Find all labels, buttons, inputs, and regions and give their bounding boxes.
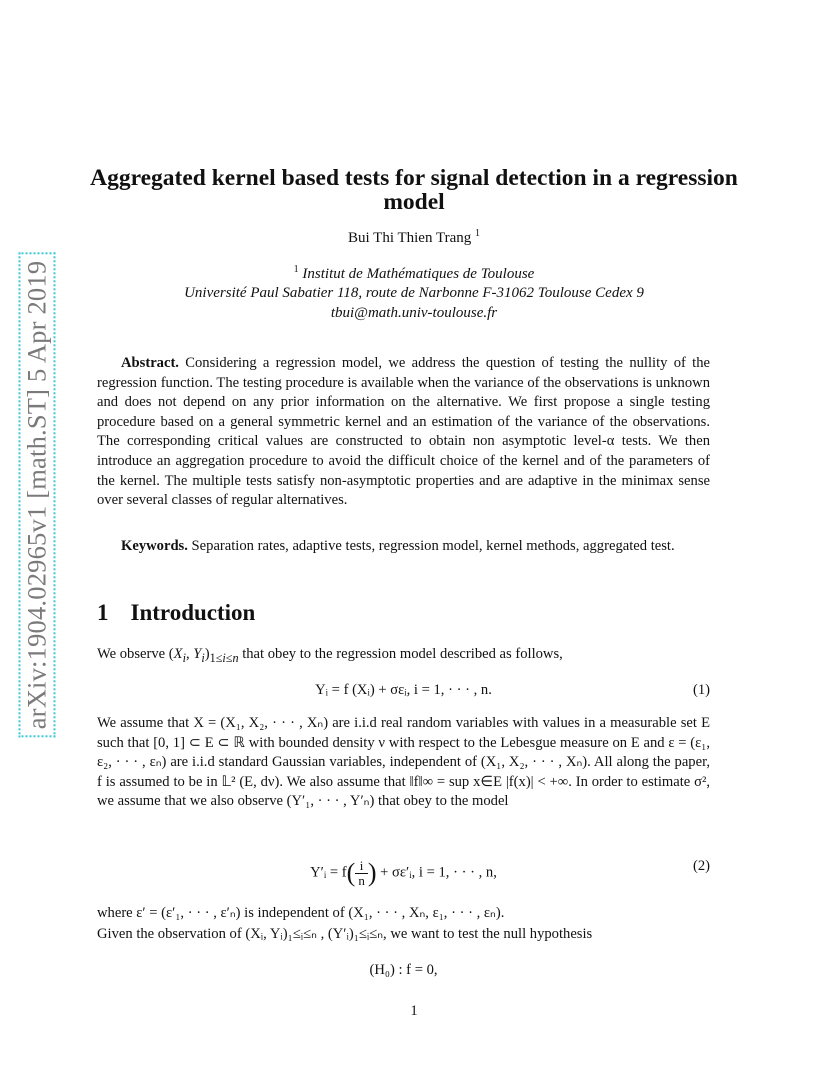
affiliation-email[interactable]: tbui@math.univ-toulouse.fr	[330, 305, 498, 321]
equation-2-rhs: + σε′ᵢ, i = 1, · · · , n,	[380, 864, 497, 881]
arxiv-stamp[interactable]: arXiv:1904.02965v1 [math.ST] 5 Apr 2019	[19, 253, 56, 738]
equation-2-numerator: i	[355, 859, 368, 874]
abstract	[97, 354, 710, 511]
abstract-text: Considering a regression model, we address the question of testing the nullity of the regression function. The testing procedure is available when the variance of the observations is unknown and does not depend on any prior information on the alternative. We first propose a single testing procedure based on a general symmetric kernel and an estimation of the variance of the observations. The corresponding critical values are constructed to obtain non asymptotic level-α tests. We then introduce an aggregation procedure to avoid the difficult choice of the kernel and of the parameters of the kernel. The multiple tests satisfy non-asymptotic properties and are adaptive in the minimax sense over several classes of regular alternatives.	[97, 355, 710, 509]
affiliation-institute: Institut de Mathématiques de Toulouse	[302, 266, 535, 282]
equation-2-lhs: Y′ᵢ = f	[310, 864, 347, 881]
equation-2-fraction	[355, 859, 368, 888]
author-line	[60, 228, 768, 247]
intro-paragraph-3: where ε′ = (ε′₁, · · · , ε′ₙ) is independent of (X₁, · · · , Xₙ, ε₁, · · · , εₙ).	[97, 905, 505, 921]
equation-2-body	[97, 858, 710, 888]
observation-notation: ($X_i$, $Y_i)_{1\le i\le n}$	[168, 646, 239, 665]
paper-title: Aggregated kernel based tests for signal detection in a regression model	[90, 165, 738, 215]
page-number: 1	[410, 1003, 418, 1019]
equation-2-denominator: n	[358, 872, 365, 888]
affiliation-institute-line	[60, 264, 768, 283]
keywords	[97, 537, 710, 557]
abstract-label: Abstract.	[121, 355, 179, 371]
section-title: Introduction	[130, 600, 256, 625]
equation-2-left-paren: (	[346, 858, 356, 887]
equation-2-tag: (2)	[692, 858, 710, 874]
affiliation-mark: 1	[293, 264, 299, 275]
affiliation-address: Université Paul Sabatier 118, route de Narbonne F-31062 Toulouse Cedex 9	[184, 285, 644, 301]
intro-paragraph-1	[97, 645, 710, 669]
equation-1-tag: (1)	[692, 682, 710, 698]
equation-2	[97, 857, 710, 888]
intro-paragraph-4: Given the observation of (Xᵢ, Yᵢ)₁≤ᵢ≤ₙ , (Y′ᵢ)₁≤ᵢ≤ₙ, we want to test the null hypothesis	[97, 926, 593, 942]
equation-null-hypothesis	[97, 962, 710, 982]
section-heading	[97, 600, 255, 626]
equation-1	[97, 682, 710, 702]
equation-1-body: Yᵢ = f (Xᵢ) + σεᵢ, i = 1, · · · , n.	[315, 682, 492, 698]
intro-paragraph-2: We assume that X = (X₁, X₂, · · · , Xₙ) are i.i.d real random variables with values in a measurable set E such that [0, 1] ⊂ E ⊂ ℝ with bounded density ν with respect to the Lebesgue measure on E and ε = (ε₁, ε₂, · · · , εₙ) are i.i.d standard Gaussian variables, independent of (X₁, X₂, · · · , Xₙ). All along the paper, f is assumed to be in 𝕃² (E, dν). We also assume that ‖f‖∞ = sup x∈E |f(x)| < +∞. In order to estimate σ², we assume that we also observe (Y′₁, · · · , Y′ₙ) that obey to the model	[97, 715, 710, 810]
arxiv-stamp-container	[20, 248, 54, 742]
author-name: Bui Thi Thien Trang	[348, 230, 472, 246]
section-number: 1	[97, 600, 109, 625]
equation-2-right-paren: )	[367, 858, 377, 887]
intro-p1-start: We observe	[97, 646, 166, 662]
author-affiliation-mark: 1	[474, 228, 480, 239]
keywords-text: Separation rates, adaptive tests, regression model, kernel methods, aggregated test.	[191, 538, 675, 554]
keywords-label: Keywords.	[121, 538, 188, 554]
null-hypothesis-body: (H₀) : f = 0,	[369, 962, 438, 978]
intro-p1-end: that obey to the regression model described as follows,	[242, 646, 563, 662]
